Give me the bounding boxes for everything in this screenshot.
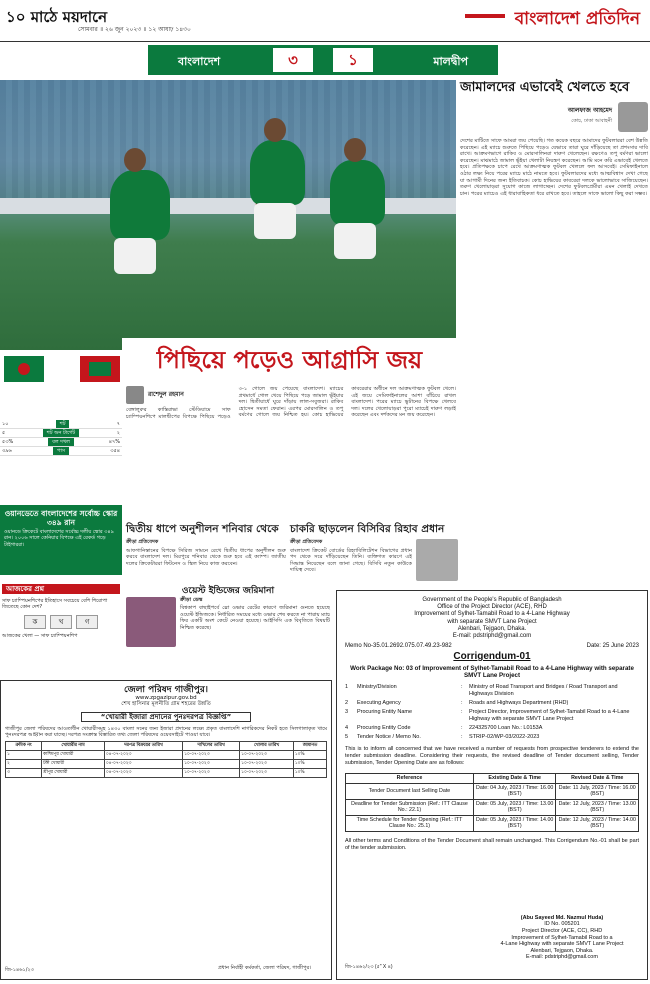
brief-title: ওয়েস্ট ইন্ডিজের জরিমানা bbox=[181, 586, 275, 596]
table-row: ১ কাশিমপুর খোয়ারী ০৪-০৭-২০২৩ ১০-০৭-২০২৩ ১০-০৭-২০২৩ ১০% bbox=[6, 751, 327, 760]
maldives-flag-icon bbox=[80, 356, 120, 382]
brief-reporter: ক্রীড়া ডেস্ক bbox=[180, 596, 203, 603]
list-item: 4 Procuring Entity Code : 224325700 Loan No.: L0153A bbox=[345, 725, 543, 732]
table-row: ৩ শ্রীপুর খোয়ারী ০৪-০৭-২০২৩ ১০-০৭-২০২৩ ১০-০৭-২০২৩ ১০% bbox=[6, 769, 327, 778]
author-role: কোচ, ঢাকা আবাহনী bbox=[571, 118, 612, 124]
work-package: Work Package No: 03 of Improvement of Sylhet-Tamabil Road to a 4-Lane Highway with separate SMVT Lane Project bbox=[350, 665, 634, 680]
tender-memo: Memo No-35.01.2692.075.07.49.23-982 Date: 25 June 2023 bbox=[345, 643, 639, 650]
person-photo bbox=[416, 539, 458, 581]
brief-story bbox=[126, 588, 330, 674]
notice-office: জেলা পরিষদ গাজীপুর। bbox=[123, 685, 209, 695]
quiz-option: গ bbox=[76, 615, 98, 629]
notice-heading: “খোয়ারী ইজারা প্রদানের পুনঃদরপত্র বিজ্ঞপ্তি” bbox=[81, 712, 251, 722]
list-item: 1 Ministry/Division : Ministry of Road Transport and Bridges / Road Transport and Highways Division bbox=[345, 684, 618, 698]
stat-row: ৩৯৬ পাস ৩৫৪ bbox=[2, 448, 120, 454]
player-figure bbox=[330, 160, 385, 225]
tender-title: Corrigendum-01 bbox=[453, 651, 531, 663]
tender-gov-header: Government of the People's Republic of Bangladesh Office of the Project Director (ACE), RHD Improvement of Sylhet-Tamabil Road to a 4-Lane Highway with separate SMVT Lane Project Alenbari, Tejgaon, Dhaka. bbox=[414, 597, 570, 632]
player-figure bbox=[110, 170, 170, 240]
table-row: ২ টঙ্গী খোয়ারী ০৪-০৭-২০২৩ ১০-০৭-২০২৩ ১০-০৭-২০২৩ ১০% bbox=[6, 760, 327, 769]
sub-story-title: দ্বিতীয় ধাপে অনুশীলন শনিবার থেকে bbox=[126, 523, 279, 535]
list-item: 5 Tender Notice / Memo No. : STRIP-02/WP-03/2022-2023 bbox=[345, 734, 540, 741]
team-photo bbox=[126, 597, 176, 647]
sub-story-title: চাকরি ছাড়লেন বিসিবির রিহাব প্রধান bbox=[290, 523, 445, 535]
main-byline bbox=[126, 386, 231, 404]
ad-board bbox=[0, 198, 456, 214]
author-photo bbox=[618, 102, 648, 132]
tender-footer: All other terms and Conditions of the Tender Document shall remain unchanged. This Corrigendum No.-01 shall be part of the tender submission. bbox=[345, 837, 639, 851]
team-flags bbox=[0, 350, 122, 418]
opinion-title: জামালদের এভাবেই খেলতে হবে bbox=[460, 80, 630, 95]
match-stats bbox=[0, 420, 122, 456]
score-left: ৩ bbox=[273, 48, 313, 72]
tender-notice bbox=[336, 590, 648, 980]
sub-story-reporter: ক্রীড়া প্রতিবেদক bbox=[290, 539, 323, 545]
tender-signatory: (Abu Sayeed Md. Nazmul Huda) ID No. 005201 Project Director (ACE, CC), RHD Improvement of Sylhet-Tamabil Road to a 4-Lane Highway with separate SMVT Lane Project Alenbari, Tejgaon, Dhaka. E-mail: pdstriphd@gmail.com bbox=[500, 914, 624, 961]
page-header bbox=[0, 0, 650, 42]
tender-paragraph: This is to inform all concerned that we have received a number of requests from prospective tenderers to extend the tender submission deadline. Considering their requests, the revised deadline of Tender document selling, Tender submission, Tender Opening Date are as follows: bbox=[345, 746, 639, 767]
notice-website: www.zpgazipur.gov.bd bbox=[135, 695, 197, 702]
quiz-box bbox=[0, 578, 122, 678]
district-notice bbox=[0, 680, 332, 980]
list-item: 2 Executing Agency : Roads and Highways Department (RHD) bbox=[345, 700, 569, 707]
masthead-logo: বাংলাদেশ প্রতিদিন bbox=[514, 9, 640, 29]
tender-code: জি-১৪৬২/২৩ (৫" X ৪) bbox=[345, 964, 393, 970]
quiz-options bbox=[2, 615, 120, 629]
quiz-option: খ bbox=[50, 615, 72, 629]
quiz-question: সাফ চ্যাম্পিয়নশিপের ইতিহাসে সবচেয়ে বেশি শিরোপা জিতেছে কোন দেশ? bbox=[2, 598, 108, 611]
bangladesh-flag-icon bbox=[4, 356, 44, 382]
masthead-bar bbox=[465, 14, 505, 18]
table-row: Time Schedule for Tender Opening (Ref.: ITT Clause No.: 25.1) Date: 05 July, 2023 / Time: 14.00 (BST) Date: 12 July, 2023 / Time: 14.00 (BST) bbox=[346, 815, 639, 831]
tender-table: Reference Existing Date & Time Revised Date & Time Tender Document last Selling Date Date: 04 July, 2023 / Time: 16.00 (BST) Date: 11 July, 2023 / Time: 16.00 (BST) Deadline for Tender Submission (Ref.: ITT Clause No.: 22.1) Date: 05 July, 2023 / Time: 13.00 (BST) Date: 12 July, 2023 / Time: 13.00 (BST) Time Schedule for Tender Opening (Ref.: ITT Clause No.: 25.1) Date: 05 July, 2023 / Time: 14.00 (BST) Date: 12 July, 2023 / Time: 14.00 (BST) bbox=[345, 773, 639, 832]
stadium-stand bbox=[0, 80, 456, 200]
fixtures-line: আজকের খেলা — সাফ চ্যাম্পিয়নশিপ bbox=[2, 632, 78, 639]
sub-story-body: আফগানিস্তানের বিপক্ষে সিরিজ সামনে রেখে দ্বিতীয় ধাপের অনুশীলন শুরু করবে বাংলাদেশ দল। মিরপুরে শনিবার থেকে শুরু হবে এই ক্যাম্প। জাতীয় দলের ক্রিকেটাররা ফিটনেস ও স্কিল নিয়ে কাজ করবেন। bbox=[126, 547, 286, 567]
sidebox-title: ওয়ানডেতে বাংলাদেশের সর্বোচ্চ স্কোর ৩৪৯ রান bbox=[4, 509, 118, 527]
player-figure bbox=[250, 140, 305, 205]
table-row: Tender Document last Selling Date Date: 04 July, 2023 / Time: 16.00 (BST) Date: 11 July, 2023 / Time: 16.00 (BST) bbox=[346, 783, 639, 799]
list-item: 3 Procuring Entity Name : Project Director, Improvement of Sylhet-Tamabil Road to a 4-Lane Highway with separate SMVT Lane Project bbox=[345, 709, 630, 723]
sub-story bbox=[290, 522, 458, 584]
opinion-author bbox=[460, 102, 648, 132]
page-number: ১০ মাঠে ময়দানে bbox=[6, 8, 108, 26]
notice-signatory: প্রধান নির্বাহী কর্মকর্তা, জেলা পরিষদ, গাজীপুর। bbox=[218, 964, 311, 971]
author-name: আলফাজ আহমেদ bbox=[567, 107, 612, 114]
sidebox-body: ওয়ানডে ক্রিকেটে বাংলাদেশের সর্বোচ্চ দলীয় স্কোর ৩৪৯ রান। ২০০৬ সালে কেনিয়ার বিপক্ষে এই রেকর্ড গড়ে টাইগাররা। bbox=[4, 529, 114, 548]
tender-email: E-mail: pdstriphd@gmail.com bbox=[452, 633, 532, 640]
table-row: Deadline for Tender Submission (Ref.: ITT Clause No.: 22.1) Date: 05 July, 2023 / Time: 13.00 (BST) Date: 12 July, 2023 / Time: 13.00 (BST) bbox=[346, 799, 639, 815]
stat-row: ৫৩% বল দখল ৪৭% bbox=[0, 438, 122, 447]
notice-code: জি-১৪৬১/২৩ bbox=[5, 966, 34, 973]
reporter-name: রাশেদুল রহমান bbox=[148, 390, 184, 398]
notice-table: ক্রমিক নং খোয়ারীর নাম দরপত্র বিক্রয়ের তারিখ দাখিলের তারিখ খোলার তারিখ জামানত ১ কাশিমপুর খোয়ারী ০৪-০৭-২০২৩ ১০-০৭-২০২৩ ১০-০৭-২০২৩ ১০% ২ টঙ্গী খোয়ারী ০৪-০৭-২০২৩ ১০-০৭-২০২৩ ১০-০৭-২০২৩ ১০% ৩ শ্রীপুর খোয়ারী ০৪-০৭-২০২৩ ১০-০৭-২০২৩ ১০-০৭-২০২৩ ১০% bbox=[5, 741, 327, 778]
sub-story-body: বাংলাদেশ ক্রিকেট বোর্ডের রিহ্যাবিলিটেশন বিভাগের প্রধান পদ থেকে সরে দাঁড়িয়েছেন তিনি। ব্যক্তিগত কারণে এই সিদ্ধান্ত নিয়েছেন বলে জানা গেছে। বিসিবি নতুন কাউকে দায়িত্ব দেবে। bbox=[290, 547, 412, 573]
quiz-heading: আজকের প্রশ্ন bbox=[2, 584, 120, 594]
record-sidebox bbox=[0, 505, 122, 575]
hero-photo bbox=[0, 80, 456, 350]
date-line: সোমবার ॥ ২৬ জুন ২০২৩ ॥ ১২ আষাঢ় ১৪৩০ bbox=[78, 26, 191, 33]
notice-body: গাজীপুর জেলা পরিষদের আওতাধীন খোয়ারীসমূহ ১৪৩০ বাংলা সনের জন্য ইজারা প্রদানের লক্ষ্যে প্রকৃত বাংলাদেশি নাগরিকদের নিকট হতে সিলগালাকৃত খামে পুনঃদরপত্র আহ্বান করা যাচ্ছে। দরপত্র সংক্রান্ত বিস্তারিত তথ্য জেলা পরিষদের ওয়েবসাইটে পাওয়া যাবে। bbox=[5, 725, 327, 739]
team-right: মালদ্বীপ bbox=[433, 55, 468, 68]
opinion-column bbox=[460, 80, 648, 585]
opinion-body: দেশের মাটিতে সাফে আমরা জয় পেয়েছি। গত কয়েক বছরে আমাদের ফুটবলাররা বেশ উন্নতি করেছেন। এই ম্যাচে শুরুতে পিছিয়ে পড়েও যেভাবে তারা ঘুরে দাঁড়িয়েছে তা প্রশংসার দাবি রাখে। আক্রমণভাগে রাকিব ও মোরসালিনরা দারুণ খেলেছেন। রক্ষণেও তপু বর্মণরা ভালো করেছেন। মাঝমাঠে জামাল ভূঁইয়া খেলাটা নিয়ন্ত্রণ করেছেন। আমি মনে করি এভাবেই খেলতে হবে। প্রতিপক্ষকে চাপে রেখে আক্রমণাত্মক ফুটবল খেললে ফল আসবেই। সেমিফাইনালে ওঠার লক্ষ্য নিয়ে পরের ম্যাচে মাঠে নামতে হবে। ফুটবলারদের মধ্যে আত্মবিশ্বাস দেখা গেছে যা আগামী দিনের জন্য ইতিবাচক। কোচ হাভিয়ের কাবরেরা দলকে ভালোভাবে সাজিয়েছেন। তরুণ খেলোয়াড়রা সুযোগ কাজে লাগাচ্ছেন। দেশের ফুটবলপ্রেমীরা এমন খেলাই দেখতে চান। পরের ম্যাচেও এই ধারাবাহিকতা ধরে রাখতে হবে। তাহলে সাফে ভালো কিছু করা সম্ভব। bbox=[460, 138, 648, 197]
notice-tag: শেখ হাসিনার মূলনীতি গ্রাম শহরের উন্নতি bbox=[121, 701, 211, 708]
team-left: বাংলাদেশ bbox=[178, 55, 221, 68]
quiz-option: ক bbox=[24, 615, 46, 629]
sub-story-reporter: ক্রীড়া প্রতিবেদক bbox=[126, 539, 159, 545]
stat-row: ৫ শট অন টার্গেট ২ bbox=[0, 429, 122, 438]
tender-items bbox=[345, 684, 639, 741]
score-right: ১ bbox=[333, 48, 373, 72]
stat-row: ১০ শট ৭ bbox=[0, 420, 122, 429]
reporter-photo bbox=[126, 386, 144, 404]
main-story-body bbox=[126, 386, 456, 516]
main-story-text: বেঙ্গালুরুর কান্তিরাভা স্টেডিয়ামে সাফ চ্যাম্পিয়নশিপে মালদ্বীপের বিপক্ষে পিছিয়ে পড়েও ৩-১ গোলে জয় পেয়েছে বাংলাদেশ। ম্যাচের প্রথমার্ধে গোল খেয়ে পিছিয়ে পড়ে জামাল ভূঁইয়ার দল। দ্বিতীয়ার্ধে ঘুরে দাঁড়ায় লাল-সবুজরা। রাকিব হোসেন সমতা ফেরান। এরপর মোরসালিন ও তপু বর্মণের গোলে জয় নিশ্চিত হয়। কোচ হাভিয়ের কাবরেরার অধীনে দল আক্রমণাত্মক ফুটবল খেলে। এই জয়ে সেমিফাইনালের আশা বাঁচিয়ে রাখল বাংলাদেশ। পরের ম্যাচে ভুটানের বিপক্ষে খেলবে দল। দলের খেলোয়াড়রা পুরো ম্যাচেই দারুণ লড়াই করেছেন এবং দর্শকদের মন জয় করেছেন। bbox=[126, 386, 456, 420]
brief-body: বিশ্বকাপ বাছাইপর্বে স্লো ওভার রেটের কারণে জরিমানা গুনতে হয়েছে ওয়েস্ট ইন্ডিজকে। নির্ধারিত সময়ের মধ্যে ওভার শেষ করতে না পারায় ম্যাচ ফির একটি অংশ কেটে নেওয়া হয়েছে। আইসিসি এক বিবৃতিতে বিষয়টি নিশ্চিত করেছে। bbox=[180, 605, 330, 631]
main-headline: পিছিয়ে পড়েও আগ্রাসি জয় bbox=[122, 338, 457, 382]
scoreline-band bbox=[148, 45, 498, 75]
sub-story bbox=[126, 522, 286, 584]
